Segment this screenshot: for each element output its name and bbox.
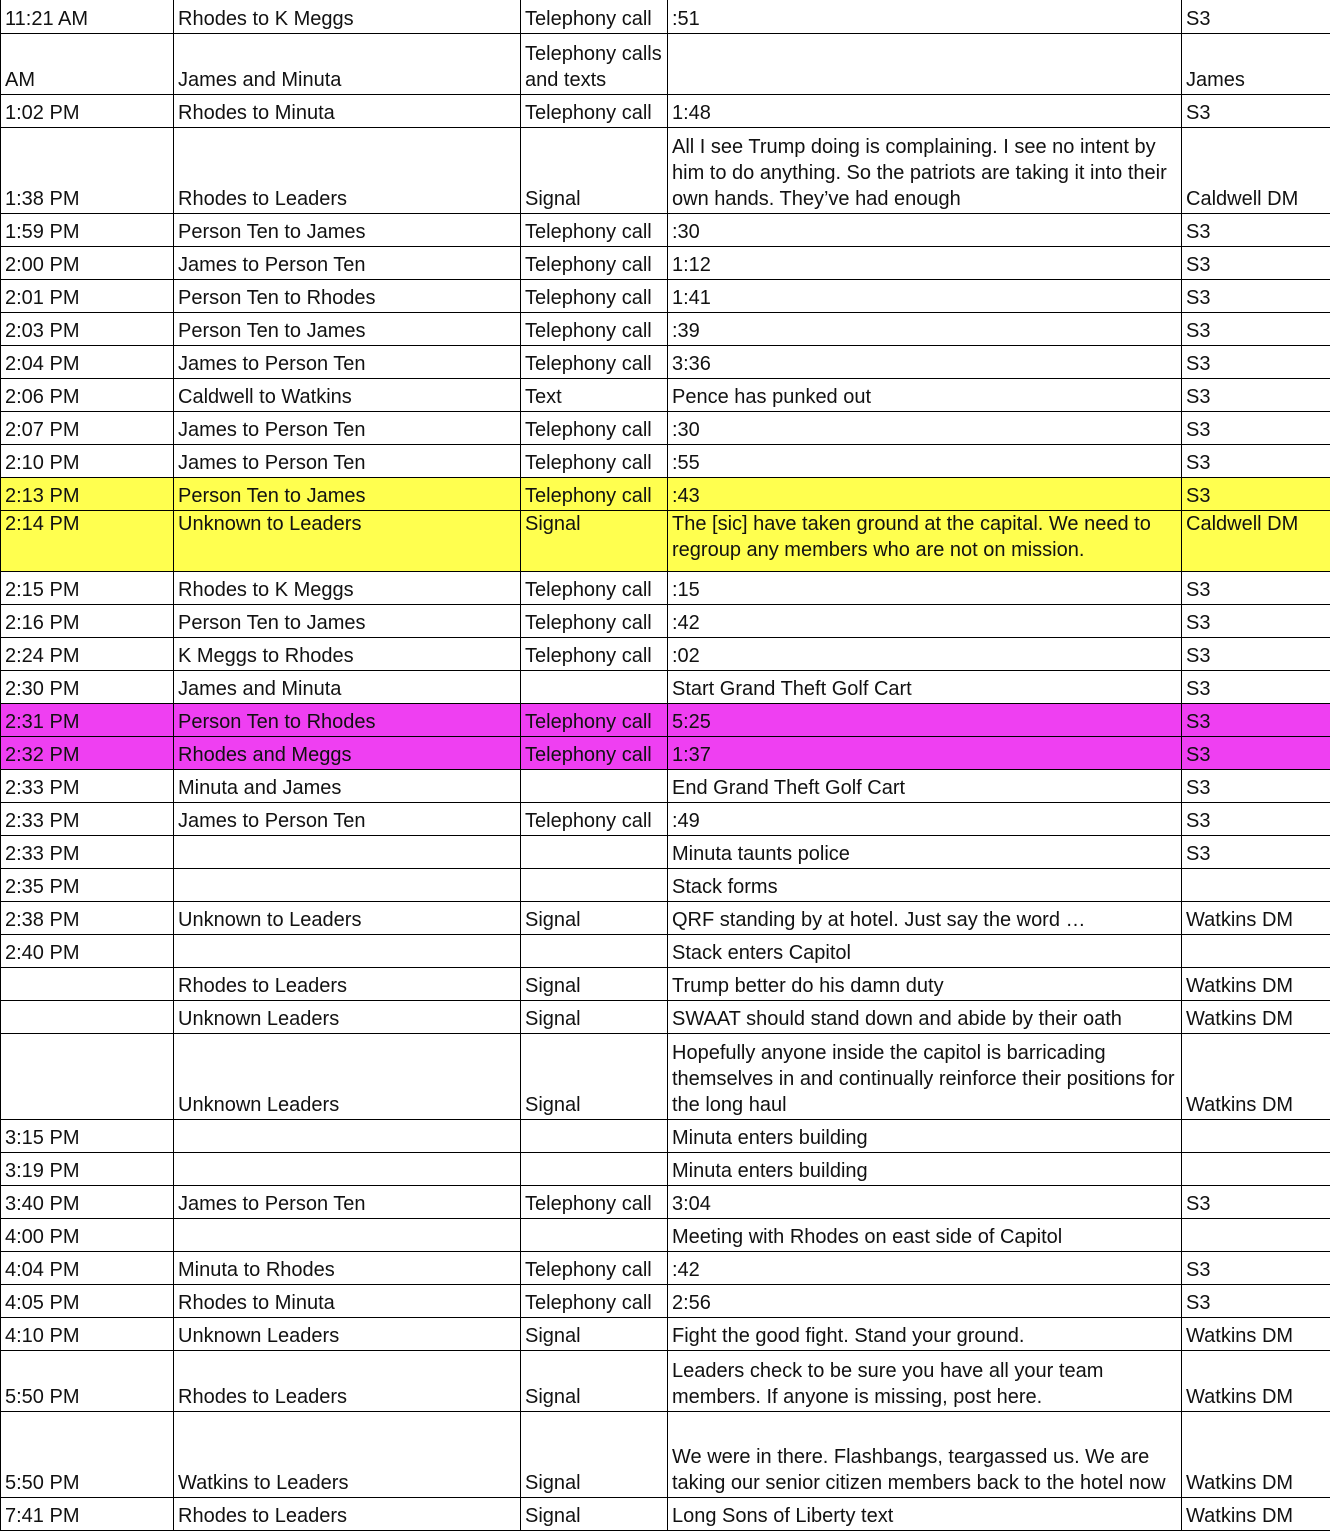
participants-cell: Person Ten to James bbox=[174, 604, 521, 637]
table-row bbox=[1, 444, 1330, 477]
table-row bbox=[1, 769, 1330, 802]
table-row bbox=[1, 1119, 1330, 1152]
table-row bbox=[1, 1152, 1330, 1185]
time-cell: 2:10 PM bbox=[1, 444, 174, 477]
source-cell: Watkins DM bbox=[1182, 1497, 1330, 1530]
source-cell: S3 bbox=[1182, 1185, 1330, 1218]
time-cell: 4:10 PM bbox=[1, 1317, 174, 1350]
description-cell: 3:36 bbox=[668, 345, 1182, 378]
participants-cell: Rhodes to Minuta bbox=[174, 1284, 521, 1317]
time-cell: 2:07 PM bbox=[1, 411, 174, 444]
communication-type-cell: Telephony call bbox=[521, 703, 668, 736]
table-row bbox=[1, 604, 1330, 637]
description-cell: Stack enters Capitol bbox=[668, 934, 1182, 967]
description-cell: :30 bbox=[668, 213, 1182, 246]
table-row bbox=[1, 901, 1330, 934]
communication-type-cell: Telephony call bbox=[521, 0, 668, 33]
source-cell: S3 bbox=[1182, 604, 1330, 637]
communication-type-cell bbox=[521, 1218, 668, 1251]
participants-cell: K Meggs to Rhodes bbox=[174, 637, 521, 670]
time-cell: 2:30 PM bbox=[1, 670, 174, 703]
source-cell: S3 bbox=[1182, 378, 1330, 411]
table-row bbox=[1, 33, 1330, 94]
time-cell: 2:38 PM bbox=[1, 901, 174, 934]
table-row bbox=[1, 1251, 1330, 1284]
description-cell: Trump better do his damn duty bbox=[668, 967, 1182, 1000]
participants-cell: Unknown Leaders bbox=[174, 1000, 521, 1033]
communication-type-cell: Telephony call bbox=[521, 312, 668, 345]
description-cell: QRF standing by at hotel. Just say the word … bbox=[668, 901, 1182, 934]
description-cell: :42 bbox=[668, 1251, 1182, 1284]
description-cell: :02 bbox=[668, 637, 1182, 670]
participants-cell: Rhodes to K Meggs bbox=[174, 571, 521, 604]
communication-type-cell: Telephony call bbox=[521, 571, 668, 604]
time-cell: 2:03 PM bbox=[1, 312, 174, 345]
participants-cell: James to Person Ten bbox=[174, 444, 521, 477]
description-cell: Fight the good fight. Stand your ground. bbox=[668, 1317, 1182, 1350]
description-cell: Pence has punked out bbox=[668, 378, 1182, 411]
communication-type-cell: Telephony call bbox=[521, 213, 668, 246]
communication-type-cell: Signal bbox=[521, 1411, 668, 1497]
description-cell: Leaders check to be sure you have all your team members. If anyone is missing, post here. bbox=[668, 1350, 1182, 1411]
participants-cell: Person Ten to James bbox=[174, 312, 521, 345]
source-cell: S3 bbox=[1182, 802, 1330, 835]
table-row bbox=[1, 345, 1330, 378]
participants-cell: James to Person Ten bbox=[174, 802, 521, 835]
table-row bbox=[1, 670, 1330, 703]
participants-cell: Rhodes to Leaders bbox=[174, 127, 521, 213]
description-cell: :39 bbox=[668, 312, 1182, 345]
table-row bbox=[1, 1218, 1330, 1251]
time-cell: 2:01 PM bbox=[1, 279, 174, 312]
description-cell: 3:04 bbox=[668, 1185, 1182, 1218]
description-cell: Long Sons of Liberty text bbox=[668, 1497, 1182, 1530]
source-cell: Watkins DM bbox=[1182, 967, 1330, 1000]
source-cell: S3 bbox=[1182, 411, 1330, 444]
table-row bbox=[1, 246, 1330, 279]
source-cell: S3 bbox=[1182, 1251, 1330, 1284]
description-cell: :30 bbox=[668, 411, 1182, 444]
communication-type-cell bbox=[521, 934, 668, 967]
table-row bbox=[1, 637, 1330, 670]
communication-type-cell: Signal bbox=[521, 901, 668, 934]
communication-type-cell: Telephony call bbox=[521, 802, 668, 835]
time-cell: 4:05 PM bbox=[1, 1284, 174, 1317]
source-cell bbox=[1182, 934, 1330, 967]
description-cell: Minuta enters building bbox=[668, 1152, 1182, 1185]
communication-type-cell: Telephony call bbox=[521, 94, 668, 127]
time-cell: 2:06 PM bbox=[1, 378, 174, 411]
source-cell: S3 bbox=[1182, 736, 1330, 769]
table-row bbox=[1, 1000, 1330, 1033]
participants-cell: Rhodes to Minuta bbox=[174, 94, 521, 127]
time-cell: 1:02 PM bbox=[1, 94, 174, 127]
source-cell: S3 bbox=[1182, 312, 1330, 345]
table-row bbox=[1, 378, 1330, 411]
time-cell: 3:15 PM bbox=[1, 1119, 174, 1152]
communication-type-cell: Signal bbox=[521, 967, 668, 1000]
communication-type-cell: Signal bbox=[521, 1497, 668, 1530]
source-cell: Watkins DM bbox=[1182, 1350, 1330, 1411]
time-cell: 2:33 PM bbox=[1, 769, 174, 802]
table-row bbox=[1, 213, 1330, 246]
table-row bbox=[1, 736, 1330, 769]
source-cell: Watkins DM bbox=[1182, 1033, 1330, 1119]
table-row bbox=[1, 1033, 1330, 1119]
participants-cell bbox=[174, 1119, 521, 1152]
communication-type-cell: Telephony call bbox=[521, 1284, 668, 1317]
source-cell: S3 bbox=[1182, 637, 1330, 670]
time-cell: 2:00 PM bbox=[1, 246, 174, 279]
table-row bbox=[1, 1497, 1330, 1530]
communication-type-cell: Telephony call bbox=[521, 736, 668, 769]
time-cell bbox=[1, 1000, 174, 1033]
source-cell: S3 bbox=[1182, 571, 1330, 604]
source-cell bbox=[1182, 868, 1330, 901]
description-cell: :55 bbox=[668, 444, 1182, 477]
description-cell: :51 bbox=[668, 0, 1182, 33]
communication-type-cell: Telephony call bbox=[521, 345, 668, 378]
table-row bbox=[1, 0, 1330, 33]
participants-cell: James and Minuta bbox=[174, 33, 521, 94]
participants-cell: Watkins to Leaders bbox=[174, 1411, 521, 1497]
participants-cell: Rhodes to Leaders bbox=[174, 967, 521, 1000]
time-cell: 2:31 PM bbox=[1, 703, 174, 736]
table-row bbox=[1, 1350, 1330, 1411]
participants-cell: Person Ten to Rhodes bbox=[174, 703, 521, 736]
table-row bbox=[1, 510, 1330, 571]
time-cell: 11:21 AM bbox=[1, 0, 174, 33]
timeline-body bbox=[1, 0, 1330, 1530]
communication-type-cell bbox=[521, 1119, 668, 1152]
source-cell: Watkins DM bbox=[1182, 1317, 1330, 1350]
participants-cell: Rhodes to Leaders bbox=[174, 1497, 521, 1530]
source-cell: James bbox=[1182, 33, 1330, 94]
source-cell: S3 bbox=[1182, 94, 1330, 127]
source-cell: S3 bbox=[1182, 213, 1330, 246]
description-cell: :15 bbox=[668, 571, 1182, 604]
participants-cell bbox=[174, 1152, 521, 1185]
time-cell: 2:16 PM bbox=[1, 604, 174, 637]
time-cell: 1:38 PM bbox=[1, 127, 174, 213]
time-cell: 4:00 PM bbox=[1, 1218, 174, 1251]
communication-type-cell bbox=[521, 1152, 668, 1185]
source-cell: S3 bbox=[1182, 0, 1330, 33]
participants-cell: Unknown Leaders bbox=[174, 1317, 521, 1350]
time-cell: 3:19 PM bbox=[1, 1152, 174, 1185]
communication-type-cell: Signal bbox=[521, 127, 668, 213]
table-row bbox=[1, 835, 1330, 868]
table-row bbox=[1, 703, 1330, 736]
source-cell: S3 bbox=[1182, 246, 1330, 279]
description-cell: :43 bbox=[668, 477, 1182, 510]
description-cell: 1:37 bbox=[668, 736, 1182, 769]
communication-type-cell: Telephony call bbox=[521, 411, 668, 444]
source-cell: Watkins DM bbox=[1182, 901, 1330, 934]
source-cell bbox=[1182, 1119, 1330, 1152]
description-cell: The [sic] have taken ground at the capital. We need to regroup any members who are not on mission. bbox=[668, 510, 1182, 571]
participants-cell: James to Person Ten bbox=[174, 1185, 521, 1218]
time-cell bbox=[1, 1033, 174, 1119]
source-cell: S3 bbox=[1182, 769, 1330, 802]
communication-type-cell bbox=[521, 835, 668, 868]
description-cell: Minuta taunts police bbox=[668, 835, 1182, 868]
communication-type-cell: Telephony call bbox=[521, 604, 668, 637]
source-cell: Caldwell DM bbox=[1182, 510, 1330, 571]
description-cell: Minuta enters building bbox=[668, 1119, 1182, 1152]
participants-cell: Person Ten to James bbox=[174, 477, 521, 510]
communication-type-cell: Signal bbox=[521, 1317, 668, 1350]
time-cell: 2:32 PM bbox=[1, 736, 174, 769]
source-cell: Watkins DM bbox=[1182, 1411, 1330, 1497]
time-cell: 4:04 PM bbox=[1, 1251, 174, 1284]
description-cell: SWAAT should stand down and abide by their oath bbox=[668, 1000, 1182, 1033]
participants-cell: Rhodes to K Meggs bbox=[174, 0, 521, 33]
communication-type-cell: Telephony call bbox=[521, 1185, 668, 1218]
participants-cell: Person Ten to James bbox=[174, 213, 521, 246]
participants-cell: Person Ten to Rhodes bbox=[174, 279, 521, 312]
time-cell: 7:41 PM bbox=[1, 1497, 174, 1530]
participants-cell bbox=[174, 835, 521, 868]
communication-type-cell: Telephony call bbox=[521, 279, 668, 312]
table-row bbox=[1, 1284, 1330, 1317]
time-cell: 2:40 PM bbox=[1, 934, 174, 967]
communication-type-cell: Telephony call bbox=[521, 444, 668, 477]
description-cell: 5:25 bbox=[668, 703, 1182, 736]
description-cell: We were in there. Flashbangs, teargassed us. We are taking our senior citizen members back to the hotel now bbox=[668, 1411, 1182, 1497]
description-cell: All I see Trump doing is complaining. I see no intent by him to do anything. So the patriots are taking it into their own hands. They’ve had enough bbox=[668, 127, 1182, 213]
description-cell bbox=[668, 33, 1182, 94]
participants-cell: Unknown to Leaders bbox=[174, 901, 521, 934]
table-row bbox=[1, 802, 1330, 835]
time-cell: 2:15 PM bbox=[1, 571, 174, 604]
source-cell: S3 bbox=[1182, 670, 1330, 703]
table-row bbox=[1, 411, 1330, 444]
communication-type-cell: Telephony call bbox=[521, 246, 668, 279]
table-row bbox=[1, 312, 1330, 345]
table-row bbox=[1, 94, 1330, 127]
source-cell: S3 bbox=[1182, 703, 1330, 736]
participants-cell: Caldwell to Watkins bbox=[174, 378, 521, 411]
description-cell: :49 bbox=[668, 802, 1182, 835]
description-cell: :42 bbox=[668, 604, 1182, 637]
table-row bbox=[1, 571, 1330, 604]
participants-cell: Unknown to Leaders bbox=[174, 510, 521, 571]
source-cell: S3 bbox=[1182, 444, 1330, 477]
communication-type-cell: Text bbox=[521, 378, 668, 411]
participants-cell: James to Person Ten bbox=[174, 411, 521, 444]
source-cell: Watkins DM bbox=[1182, 1000, 1330, 1033]
communication-type-cell: Telephony calls and texts bbox=[521, 33, 668, 94]
table-row bbox=[1, 127, 1330, 213]
participants-cell bbox=[174, 868, 521, 901]
participants-cell: James to Person Ten bbox=[174, 246, 521, 279]
time-cell: 3:40 PM bbox=[1, 1185, 174, 1218]
source-cell: S3 bbox=[1182, 345, 1330, 378]
source-cell: S3 bbox=[1182, 835, 1330, 868]
source-cell bbox=[1182, 1152, 1330, 1185]
time-cell: 5:50 PM bbox=[1, 1350, 174, 1411]
participants-cell: Rhodes to Leaders bbox=[174, 1350, 521, 1411]
source-cell bbox=[1182, 1218, 1330, 1251]
table-row bbox=[1, 934, 1330, 967]
description-cell: End Grand Theft Golf Cart bbox=[668, 769, 1182, 802]
table-row bbox=[1, 868, 1330, 901]
participants-cell: Rhodes and Meggs bbox=[174, 736, 521, 769]
source-cell: S3 bbox=[1182, 279, 1330, 312]
description-cell: Start Grand Theft Golf Cart bbox=[668, 670, 1182, 703]
time-cell: 2:35 PM bbox=[1, 868, 174, 901]
participants-cell: Minuta and James bbox=[174, 769, 521, 802]
time-cell: 2:24 PM bbox=[1, 637, 174, 670]
participants-cell: Minuta to Rhodes bbox=[174, 1251, 521, 1284]
description-cell: 1:48 bbox=[668, 94, 1182, 127]
source-cell: S3 bbox=[1182, 477, 1330, 510]
description-cell: Hopefully anyone inside the capitol is barricading themselves in and continually reinforce their positions for the long haul bbox=[668, 1033, 1182, 1119]
time-cell: 2:04 PM bbox=[1, 345, 174, 378]
table-row bbox=[1, 1185, 1330, 1218]
time-cell: AM bbox=[1, 33, 174, 94]
communication-type-cell: Signal bbox=[521, 1000, 668, 1033]
description-cell: 1:12 bbox=[668, 246, 1182, 279]
time-cell: 1:59 PM bbox=[1, 213, 174, 246]
communication-type-cell: Signal bbox=[521, 1033, 668, 1119]
table-row bbox=[1, 477, 1330, 510]
communication-type-cell: Telephony call bbox=[521, 477, 668, 510]
time-cell: 2:13 PM bbox=[1, 477, 174, 510]
time-cell: 2:14 PM bbox=[1, 510, 174, 571]
participants-cell: Unknown Leaders bbox=[174, 1033, 521, 1119]
communication-type-cell bbox=[521, 769, 668, 802]
communication-type-cell bbox=[521, 868, 668, 901]
communication-type-cell bbox=[521, 670, 668, 703]
time-cell: 2:33 PM bbox=[1, 835, 174, 868]
communication-type-cell: Telephony call bbox=[521, 1251, 668, 1284]
communication-type-cell: Telephony call bbox=[521, 637, 668, 670]
description-cell: Stack forms bbox=[668, 868, 1182, 901]
communication-type-cell: Signal bbox=[521, 1350, 668, 1411]
description-cell: Meeting with Rhodes on east side of Capitol bbox=[668, 1218, 1182, 1251]
description-cell: 1:41 bbox=[668, 279, 1182, 312]
source-cell: Caldwell DM bbox=[1182, 127, 1330, 213]
time-cell bbox=[1, 967, 174, 1000]
communication-type-cell: Signal bbox=[521, 510, 668, 571]
participants-cell: James to Person Ten bbox=[174, 345, 521, 378]
source-cell: S3 bbox=[1182, 1284, 1330, 1317]
table-row bbox=[1, 967, 1330, 1000]
participants-cell bbox=[174, 1218, 521, 1251]
table-row bbox=[1, 279, 1330, 312]
participants-cell bbox=[174, 934, 521, 967]
table-row bbox=[1, 1317, 1330, 1350]
participants-cell: James and Minuta bbox=[174, 670, 521, 703]
time-cell: 2:33 PM bbox=[1, 802, 174, 835]
time-cell: 5:50 PM bbox=[1, 1411, 174, 1497]
table-row bbox=[1, 1411, 1330, 1497]
description-cell: 2:56 bbox=[668, 1284, 1182, 1317]
